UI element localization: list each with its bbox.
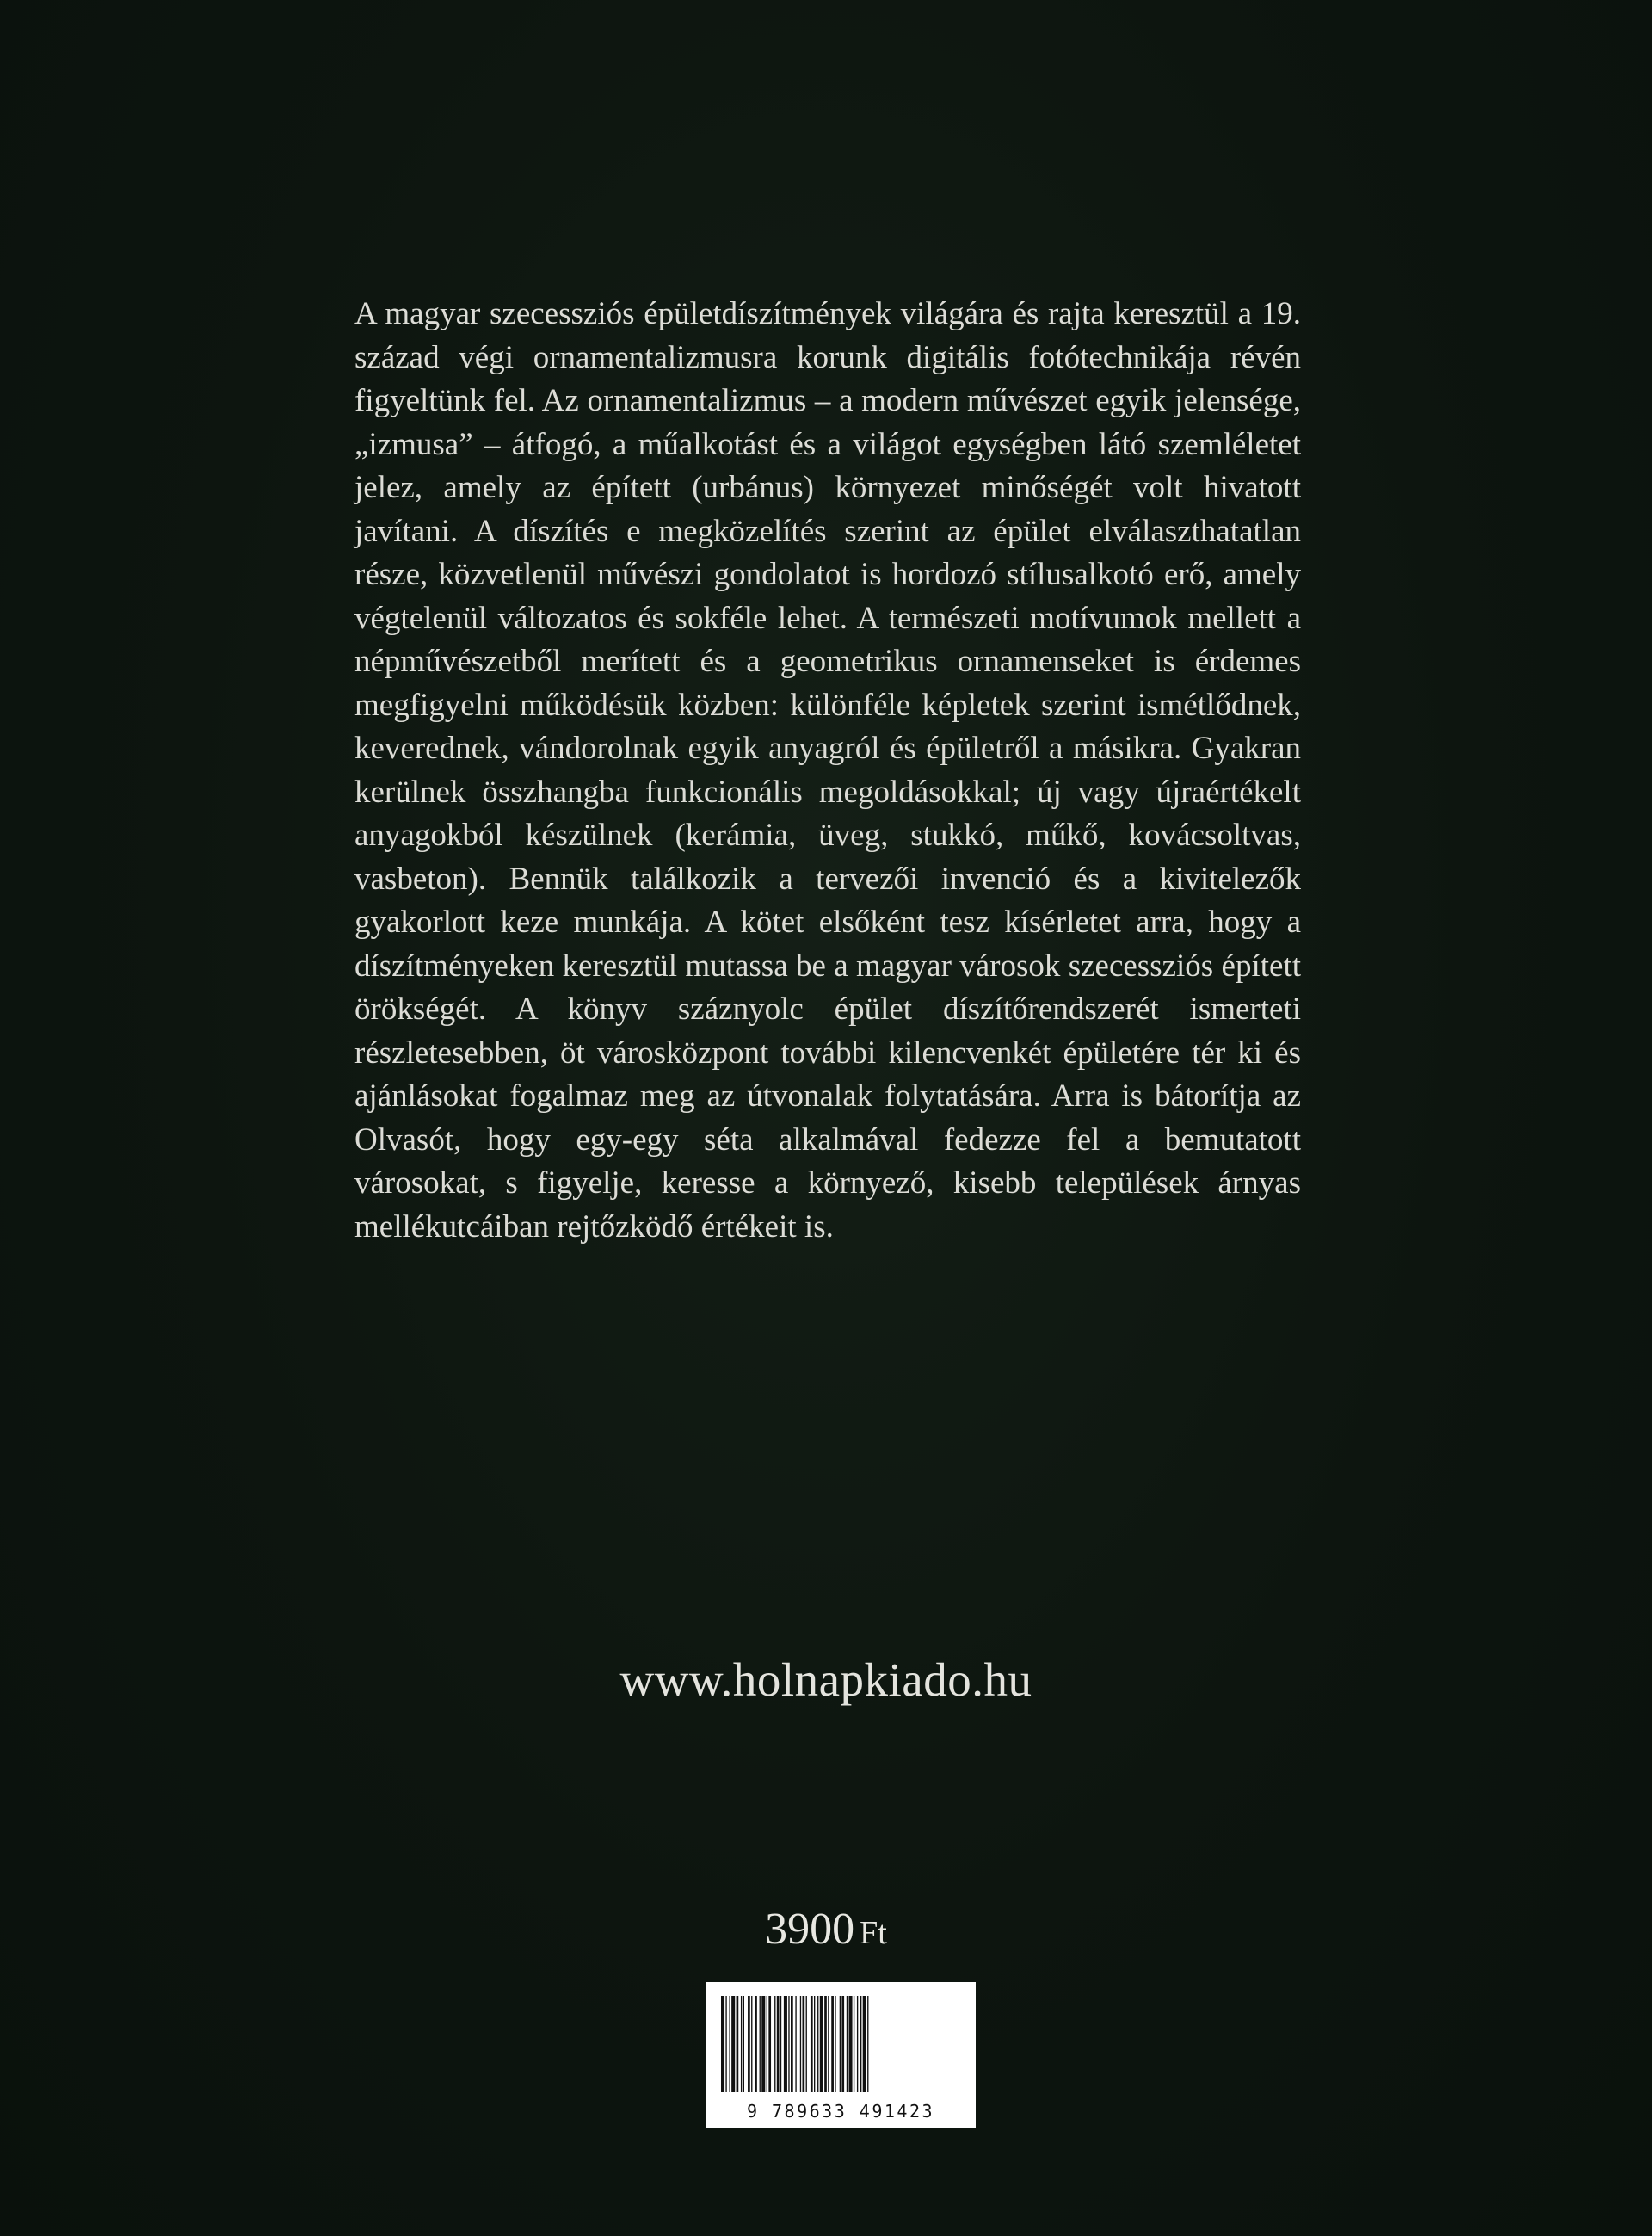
price-currency: Ft bbox=[860, 1915, 887, 1951]
barcode-digits: 9 789633 491423 bbox=[746, 2101, 935, 2122]
price-label bbox=[0, 1904, 1652, 1955]
barcode-bars-icon bbox=[719, 1996, 962, 2092]
isbn-barcode bbox=[706, 1982, 976, 2128]
price-amount: 3900 bbox=[765, 1905, 855, 1954]
publisher-website: www.holnapkiado.hu bbox=[620, 1653, 1032, 1706]
description-text: A magyar szecessziós épületdíszítmények világára és rajta keresztül a 19. század végi ornamentalizmusra korunk digitális fotótechnikája révén figyeltünk fel. Az ornamentalizmus – a modern művészet egyik jelensége, „izmusa” – átfogó, a műalkotást és a világot egységben látó szemléletet jelez, amely az épített (urbánus) környezet minőségét volt hivatott javítani. A díszítés e megközelítés szerint az épület elválaszthatatlan része, közvetlenül művészi gondolatot is hordozó stílusalkotó erő, amely végtelenül változatos és sokféle lehet. A természeti motívumok mellett a népművészetből merített és a geometrikus ornamenseket is érdemes megfigyelni működésük közben: különféle képletek szerint ismétlődnek, keverednek, vándorolnak egyik anyagról és épületről a másikra. Gyakran kerülnek összhangba funkcionális megoldásokkal; új vagy újraértékelt anyagokból készülnek (kerámia, üveg, stukkó, műkő, kovácsoltvas, vasbeton). Bennük találkozik a tervezői invenció és a kivitelezők gyakorlott keze munkája. A kötet elsőként tesz kísérletet arra, hogy a díszítményeken keresztül mutassa be a magyar városok szecessziós épített örökségét. A könyv száznyolc épület díszítőrendszerét ismerteti részletesebben, öt városközpont további kilencvenkét épületére tér ki és ajánlásokat fogalmaz meg az útvonalak folytatására. Arra is bátorítja az Olvasót, hogy egy-egy séta alkalmával fedezze fel a bemutatott városokat, s figyelje, keresse a környező, kisebb települések árnyas mellékutcáiban rejtőzködő értékeit is. bbox=[354, 296, 1301, 1245]
